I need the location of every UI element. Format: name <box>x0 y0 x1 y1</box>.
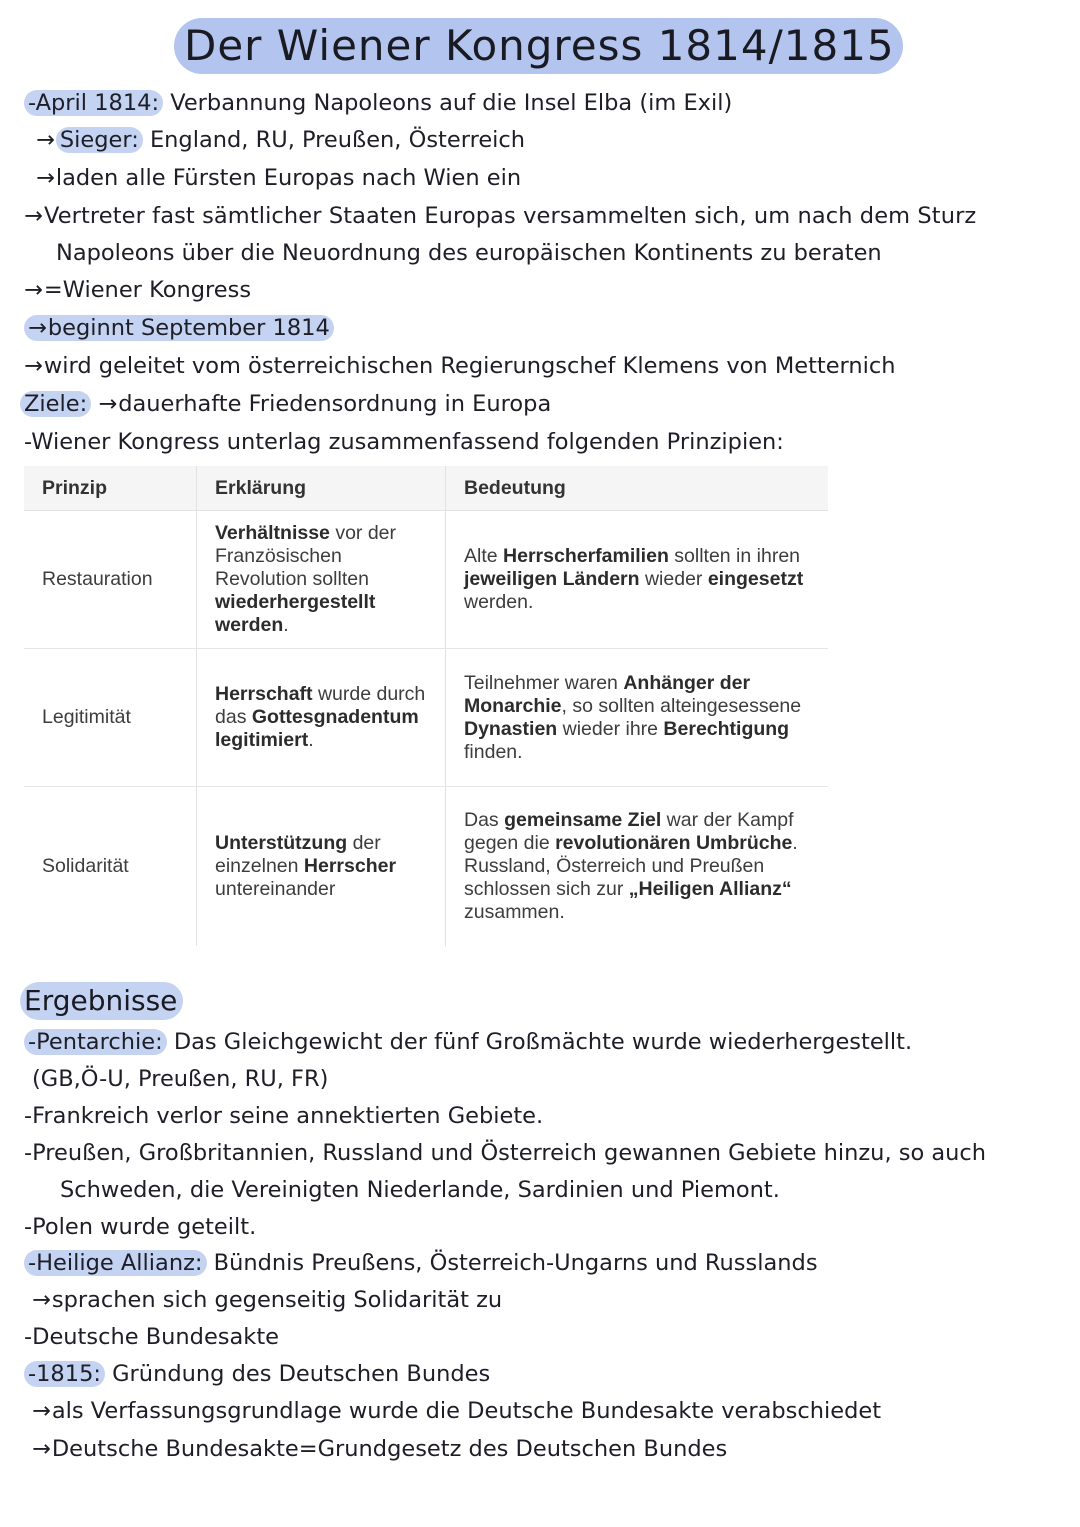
result-line-7: -Heilige Allianz: Bündnis Preußens, Österreich-Ungarns und Russlands <box>24 1246 818 1280</box>
explanation-cell: Unterstützung der einzelnen Herrscher untereinander <box>197 787 446 947</box>
table-row <box>24 649 828 787</box>
result-line-6: -Polen wurde geteilt. <box>24 1214 257 1240</box>
result-line-2: (GB,Ö-U, Preußen, RU, FR) <box>32 1066 329 1092</box>
result-line-10: -1815: Gründung des Deutschen Bundes <box>24 1357 490 1391</box>
table-row <box>24 787 828 947</box>
result-line-4: -Preußen, Großbritannien, Russland und Österreich gewannen Gebiete hinzu, so auch <box>24 1140 987 1166</box>
principles-table <box>24 466 828 946</box>
arrow-icon: → <box>32 1287 51 1313</box>
intro-line-2: → Sieger: England, RU, Preußen, Österreich <box>36 127 526 153</box>
intro-line-9: Ziele: →dauerhafte Friedensordnung in Europa <box>20 387 551 421</box>
intro-line-5: Napoleons über die Neuordnung des europäischen Kontinents zu beraten <box>56 240 882 266</box>
winner-label: Sieger: <box>56 127 143 153</box>
header-explanation: Erklärung <box>197 466 446 511</box>
start-highlight: →beginnt September 1814 <box>24 315 334 341</box>
principle-cell: Solidarität <box>42 855 129 877</box>
year-label: -1815: <box>24 1361 105 1387</box>
arrow-icon: → <box>28 315 47 341</box>
result-line-1: -Pentarchie: Das Gleichgewicht der fünf Großmächte wurde wiederhergestellt. <box>24 1025 912 1059</box>
meaning-cell: Das gemeinsame Ziel war der Kampf gegen die revolutionären Umbrüche. Russland, Österreich und Preußen schlossen sich zur „Heiligen Allianz“ zusammen. <box>446 787 829 947</box>
result-line-3: -Frankreich verlor seine annektierten Gebiete. <box>24 1103 544 1129</box>
pentarchy-label: -Pentarchie: <box>24 1029 167 1055</box>
arrow-icon: → <box>36 165 55 191</box>
arrow-icon: → <box>24 277 43 303</box>
intro-line-7 <box>24 311 334 345</box>
explanation-cell: Herrschaft wurde durch das Gottesgnadentum legitimiert. <box>197 649 446 787</box>
holy-alliance-label: -Heilige Allianz: <box>24 1250 207 1276</box>
principle-cell: Legitimität <box>24 649 197 787</box>
table-header-row <box>24 466 828 511</box>
intro-line-3: →laden alle Fürsten Europas nach Wien ein <box>36 165 522 191</box>
meaning-cell: Alte Herrscherfamilien sollten in ihren jeweiligen Ländern wieder eingesetzt werden. <box>446 511 829 649</box>
result-line-12: →Deutsche Bundesakte=Grundgesetz des Deutschen Bundes <box>32 1436 728 1462</box>
result-line-5: Schweden, die Vereinigten Niederlande, Sardinien und Piemont. <box>60 1177 780 1203</box>
meaning-cell: Teilnehmer waren Anhänger der Monarchie, so sollten alteingesessene Dynastien wieder ihre Berechtigung finden. <box>446 649 829 787</box>
results-heading: Ergebnisse <box>20 982 183 1020</box>
result-line-9: -Deutsche Bundesakte <box>24 1324 280 1350</box>
arrow-icon: → <box>32 1436 51 1462</box>
goals-label: Ziele: <box>20 391 91 417</box>
header-meaning: Bedeutung <box>446 466 829 511</box>
intro-line-4: →Vertreter fast sämtlicher Staaten Europas versammelten sich, um nach dem Sturz <box>24 203 977 229</box>
page-title: Der Wiener Kongress 1814/1815 <box>174 18 903 74</box>
principle-cell: Restauration <box>24 511 197 649</box>
arrow-icon: → <box>32 1398 51 1424</box>
intro-line-6: →=Wiener Kongress <box>24 277 252 303</box>
result-line-11: →als Verfassungsgrundlage wurde die Deutsche Bundesakte verabschiedet <box>32 1398 882 1424</box>
header-principle: Prinzip <box>24 466 197 511</box>
arrow-icon: → <box>24 203 43 229</box>
result-line-8: →sprachen sich gegenseitig Solidarität zu <box>32 1287 503 1313</box>
intro-line-10: -Wiener Kongress unterlag zusammenfassend folgenden Prinzipien: <box>24 429 784 455</box>
date-label: -April 1814: <box>24 90 163 116</box>
intro-line-1: -April 1814: Verbannung Napoleons auf die Insel Elba (im Exil) <box>24 86 732 120</box>
intro-line-8: →wird geleitet vom österreichischen Regierungschef Klemens von Metternich <box>24 353 896 379</box>
table-row <box>24 511 828 649</box>
arrow-icon: → <box>24 353 43 379</box>
arrow-icon: → <box>36 127 55 153</box>
arrow-icon: → <box>98 391 118 417</box>
explanation-cell: Verhältnisse vor der Französischen Revolution sollten wiederhergestellt werden. <box>197 511 446 649</box>
